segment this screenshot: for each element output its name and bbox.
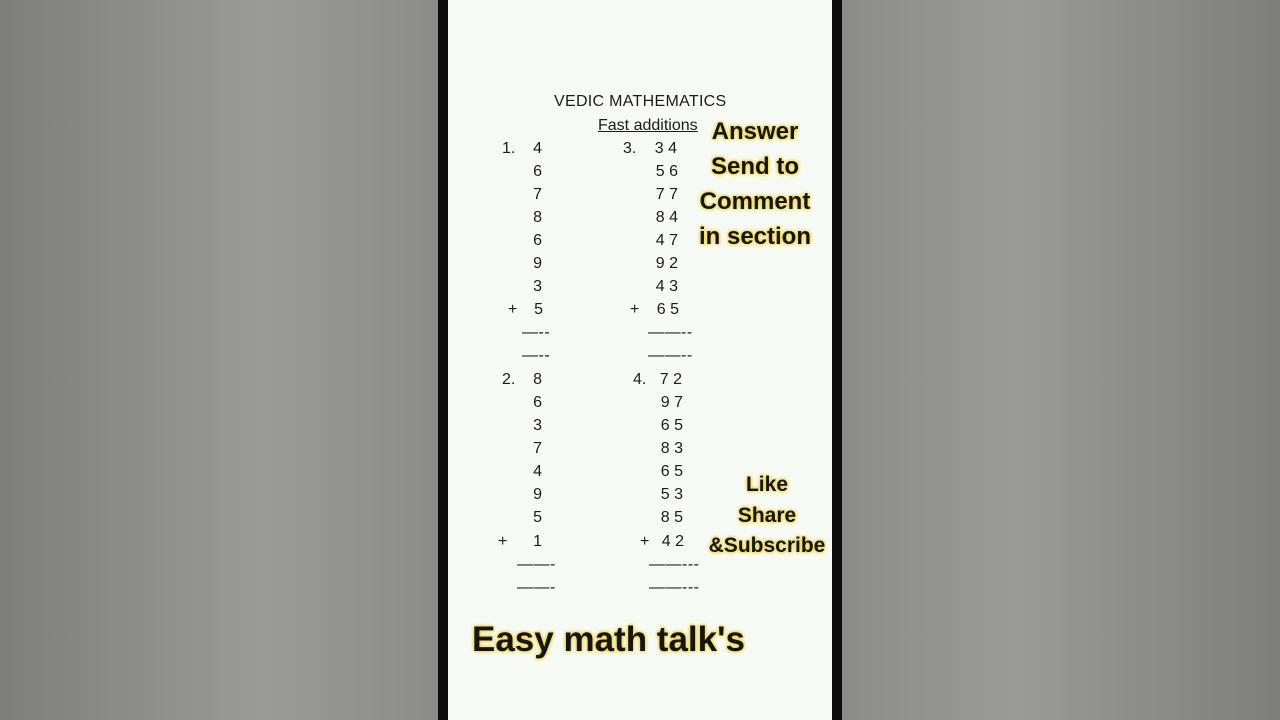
answer-caption-line: in section: [698, 223, 812, 250]
problem-number: 6: [533, 232, 542, 249]
problem-number: 7 7: [655, 186, 678, 203]
worksheet-subtitle: Fast additions: [598, 117, 698, 134]
problem-number: 5: [533, 509, 542, 526]
problem-number: 9 2: [655, 255, 678, 272]
problem-number: 7: [533, 186, 542, 203]
problem-label: 1.: [502, 140, 516, 157]
problem-number: 4 7: [655, 232, 678, 249]
problem-number: 3: [533, 417, 542, 434]
problem-label: 2.: [502, 371, 516, 388]
share-caption: Share: [737, 503, 797, 527]
problem-number: 8 4: [655, 209, 678, 226]
problem-number: 5 3: [660, 486, 683, 503]
problem-number: 4 2: [661, 533, 684, 550]
left-border: [438, 0, 448, 720]
plus-sign: +: [498, 533, 508, 550]
problem-number: 8: [533, 371, 542, 388]
worksheet: [448, 0, 832, 720]
problem-number: 9: [533, 255, 542, 272]
answer-line: ——--: [648, 347, 693, 364]
problem-number: 7: [533, 440, 542, 457]
problem-number: 4 3: [655, 278, 678, 295]
problem-number: 6 5: [656, 301, 679, 318]
answer-line: ——-: [517, 579, 556, 596]
problem-label: 4.: [633, 371, 647, 388]
subscribe-caption: &Subscribe: [708, 534, 826, 557]
answer-caption-line: Comment: [699, 188, 811, 215]
problem-number: 6 5: [660, 417, 683, 434]
answer-caption: [695, 114, 815, 254]
answer-line: ——-: [517, 556, 556, 573]
problem-number: 5: [534, 301, 543, 318]
problem-number: 4: [533, 140, 542, 157]
answer-line: ——--: [648, 324, 693, 341]
problem-number: 8: [533, 209, 542, 226]
problem-number: 6: [533, 163, 542, 180]
answer-caption-line: Answer: [711, 118, 799, 145]
answer-line: —--: [522, 347, 551, 364]
right-blur-background: [842, 0, 1280, 720]
problem-number: 4: [533, 463, 542, 480]
right-border: [832, 0, 842, 720]
like-caption: Like: [745, 473, 789, 496]
answer-line: ——---: [649, 579, 700, 596]
problem-number: 9: [533, 486, 542, 503]
problem-number: 8 3: [660, 440, 683, 457]
problem-number: 6: [533, 394, 542, 411]
worksheet-title: VEDIC MATHEMATICS: [554, 93, 727, 110]
problem-number: 8 5: [660, 509, 683, 526]
plus-sign: +: [630, 301, 640, 318]
plus-sign: +: [640, 533, 650, 550]
left-blur-background: [0, 0, 438, 720]
plus-sign: +: [508, 301, 518, 318]
problem-number: 7 2: [659, 371, 682, 388]
problem-number: 3 4: [654, 140, 677, 157]
channel-brand: Easy math talk's: [472, 620, 745, 659]
problem-number: 6 5: [660, 463, 683, 480]
problem-number: 3: [533, 278, 542, 295]
problem-number: 1: [533, 533, 542, 550]
answer-line: —--: [522, 324, 551, 341]
problem-number: 9 7: [660, 394, 683, 411]
social-caption: [703, 470, 831, 562]
problem-label: 3.: [623, 140, 637, 157]
answer-caption-line: Send to: [711, 153, 799, 180]
problem-number: 5 6: [655, 163, 678, 180]
answer-line: ——---: [649, 556, 700, 573]
